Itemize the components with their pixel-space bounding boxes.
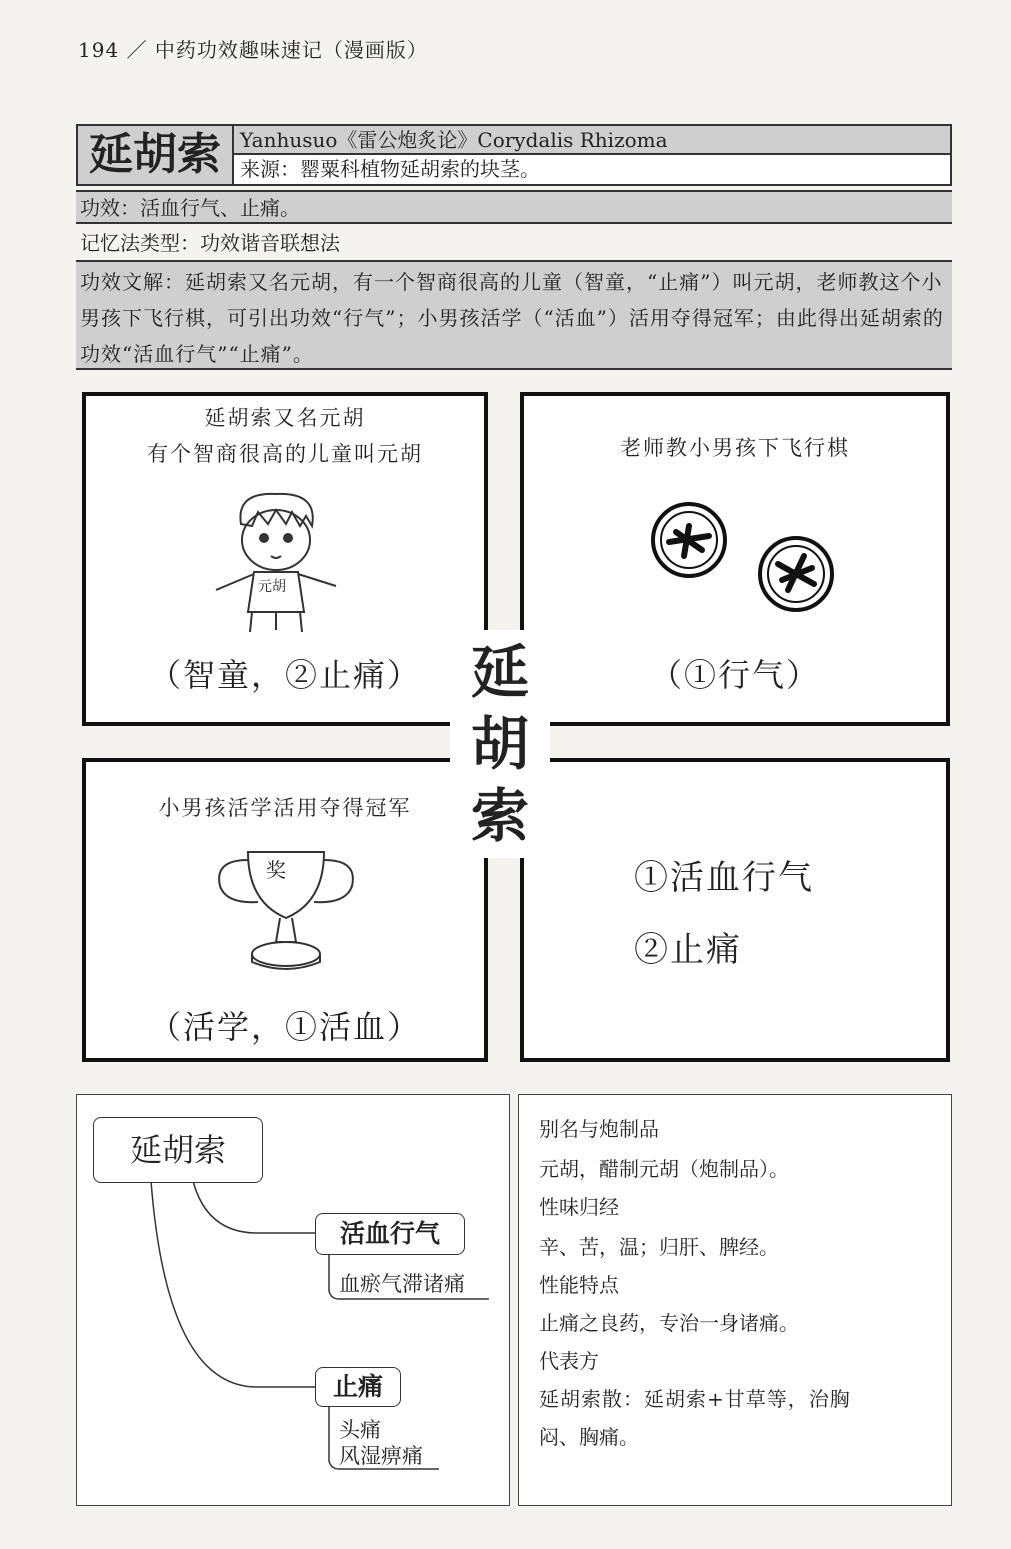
panel3-caption: （活学，①活血） [148,1008,421,1046]
mindmap-root: 延胡索 [93,1117,263,1183]
feature-heading: 性能特点 [539,1273,619,1297]
branch2-item-2: 风湿痹痛 [339,1444,423,1468]
panel1-caption: （智童，②止痛） [148,656,421,694]
panel2-line1: 老师教小男孩下飞行棋 [620,436,850,460]
herb-details-box [518,1094,952,1506]
comic-panel-2 [520,392,950,726]
alias-heading: 别名与炮制品 [539,1117,659,1141]
efficacy-row: 功效：活血行气、止痛。 [76,190,952,224]
panel4-line2: ②止痛 [634,930,742,970]
panel3-line1: 小男孩活学活用夺得冠军 [158,796,412,820]
source-row: 来源：罂粟科植物延胡索的块茎。 [234,155,952,186]
panel4-line1: ①活血行气 [634,858,814,898]
formula-text-1: 延胡索散：延胡索+甘草等，治胸 [539,1387,851,1411]
page-header: 194 ／ 中药功效趣味速记（漫画版） [78,38,428,62]
formula-heading: 代表方 [539,1349,599,1373]
mindmap-branch-1: 活血行气 [315,1213,465,1255]
explanation-row: 功效文解：延胡索又名元胡，有一个智商很高的儿童（智童，“止痛”）叫元胡，老师教这个小男孩下飞行棋，可引出功效“行气”；小男孩活学（“活血”）活用夺得冠军；由此得出延胡索的功效“活血行气”“止痛”。 [76,260,952,370]
memory-type-row: 记忆法类型：功效谐音联想法 [76,226,952,260]
flight-chess-pieces-icon [644,502,844,612]
center-char-3: 索 [470,782,529,850]
mindmap-box [76,1094,510,1506]
latin-row: Yanhusuo《雷公炮炙论》Corydalis Rhizoma [234,124,952,155]
trophy-icon [206,842,366,982]
formula-text-2: 闷、胸痛。 [539,1425,639,1449]
comic-panel-3 [82,758,488,1062]
branch1-item: 血瘀气滞诸痛 [339,1272,465,1296]
boy-illustration [196,482,356,642]
feature-text: 止痛之良药，专治一身诸痛。 [539,1311,799,1335]
center-title [450,630,550,858]
nature-text: 辛、苦，温；归肝、脾经。 [539,1235,779,1259]
alias-text: 元胡，醋制元胡（炮制品）。 [539,1157,789,1181]
branch2-item-1: 头痛 [339,1418,381,1442]
center-char-1: 延 [470,638,529,706]
herb-name: 延胡索 [76,124,234,186]
panel1-line1: 延胡索又名元胡 [204,406,366,430]
trophy-text: 奖 [266,858,286,882]
mindmap-branch-2: 止痛 [315,1367,401,1407]
panel1-line2: 有个智商很高的儿童叫元胡 [147,442,423,466]
panel2-caption: （①行气） [649,656,820,694]
center-char-2: 胡 [470,710,529,778]
comic-panel-4 [520,758,950,1062]
nature-heading: 性味归经 [539,1195,619,1219]
comic-panel-1 [82,392,488,726]
shirt-text: 元胡 [258,579,286,595]
